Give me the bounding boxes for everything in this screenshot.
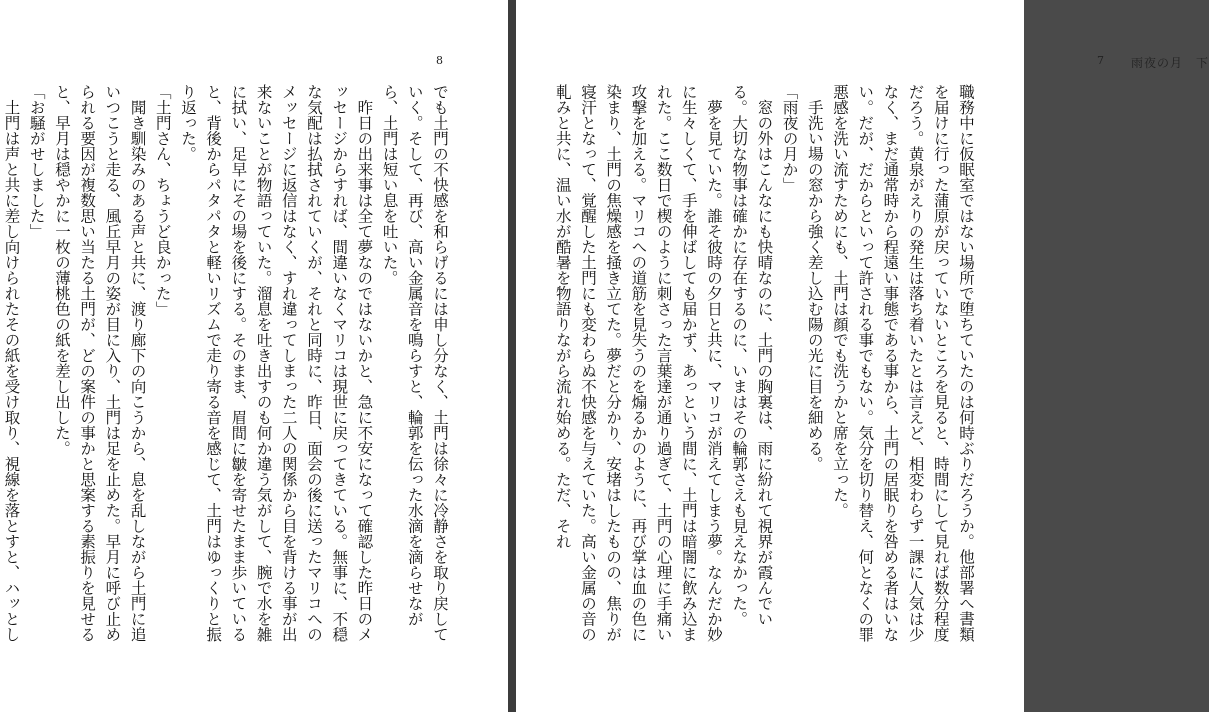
paragraph: 「お騒がせしました」 <box>27 84 46 239</box>
paragraph: 土門は声と共に差し向けられたその紙を受け取り、視線を落とすと、ハッとし <box>2 99 21 642</box>
paragraph: 「土門さん、ちょうど良かった」 <box>153 84 172 317</box>
book-gutter <box>508 0 516 712</box>
paragraph: 「雨夜の月か」 <box>780 84 799 193</box>
left-body-text <box>2 84 452 656</box>
left-page-number: 8 <box>436 54 443 67</box>
right-page-number: 7 <box>1097 54 1104 67</box>
paragraph: 窓の外はこんなにも快晴なのに、土門の胸裏は、雨に紛れて視界が霞んでいる。大切な物事は確かに存在するのに、いまはその輪郭さえも見えなかった。 <box>730 84 774 627</box>
paragraph: 聞き馴染みのある声と共に、渡り廊下の向こうから、息を乱しながら土門に追いつこうと走る、風丘早月の姿が目に入り、土門は足を止めた。早月に呼び止められる要因が複数思い当たる土門が、どの案件の事かと思案する素振りを見せると、早月は穏やかに一枚の薄桃色の紙を差し出した。 <box>52 84 147 642</box>
paragraph: 夢を見ていた。誰そ彼時の夕日と共に、マリコが消えてしまう夢。なんだか妙に生々しくて、手を伸ばしても届かず、あっという間に、土門は暗闇に飲み込まれた。ここ数日で楔のように刺さった言葉達が通り過ぎて、土門の心理に手痛い攻撃を加える。マリコへの道筋を見失うのを煽るかのように、再び掌は血の色に染まり、土門の焦燥感を掻き立てた。夢だと分かり、安堵はしたものの、焦りが寝汗となって、覚醒した土門にも変わらぬ不快感を与えていた。高い金属の音の軋みと共に、温い水が酷暑を物語りながら流れ始める。ただ、それ <box>553 84 723 642</box>
right-body-text <box>548 84 978 656</box>
paragraph: でも土門の不快感を和らげるには申し分なく、土門は徐々に冷静さを取り戻していく。そして、再び、高い金属音を鳴らすと、輪郭を伝った水滴を滴らせながら、土門は短い息を吐いた。 <box>380 84 449 642</box>
right-page <box>516 0 1209 712</box>
running-title: 雨夜の月 下 <box>1131 56 1209 70</box>
left-page <box>0 0 508 712</box>
paragraph: 手洗い場の窓から強く差し込む陽の光に目を細める。 <box>805 84 824 472</box>
paragraph: 職務中に仮眠室ではない場所で堕ちていたのは何時ぶりだろうか。他部署へ書類を届けに行った蒲原が戻っていないところを見ると、時間にして見れば数分程度だろう。黄泉がえりの発生は落ち着いたとは言えど、相変わらず一課に人気は少なく、まだ通常時から程遠い事態である事から、土門の居眠りを咎める者はいない。だが、だからといって許される事でもない。気分を切り替え、何となくの罪悪感を洗い流すためにも、土門は顔でも洗うかと席を立った。 <box>830 84 975 642</box>
paragraph: 昨日の出来事は全て夢なのではないかと、急に不安になって確認した昨日のメッセージからすれば、間違いなくマリコは現世に戻ってきている。無事に、不穏な気配は払拭されていくが、それと同時に、昨日、面会の後に送ったマリコへのメッセージに返信はなく、すれ違ってしまった二人の関係から目を背ける事が出来ないことが物語っていた。溜息を吐き出すのも何か違う気がして、腕で水を雑に拭い、足早にその場を後にする。そのまま、眉間に皺を寄せたまま歩いていると、背後からパタパタと軽いリズムで走り寄る音を感じて、土門はゆっくりと振り返った。 <box>178 84 374 642</box>
